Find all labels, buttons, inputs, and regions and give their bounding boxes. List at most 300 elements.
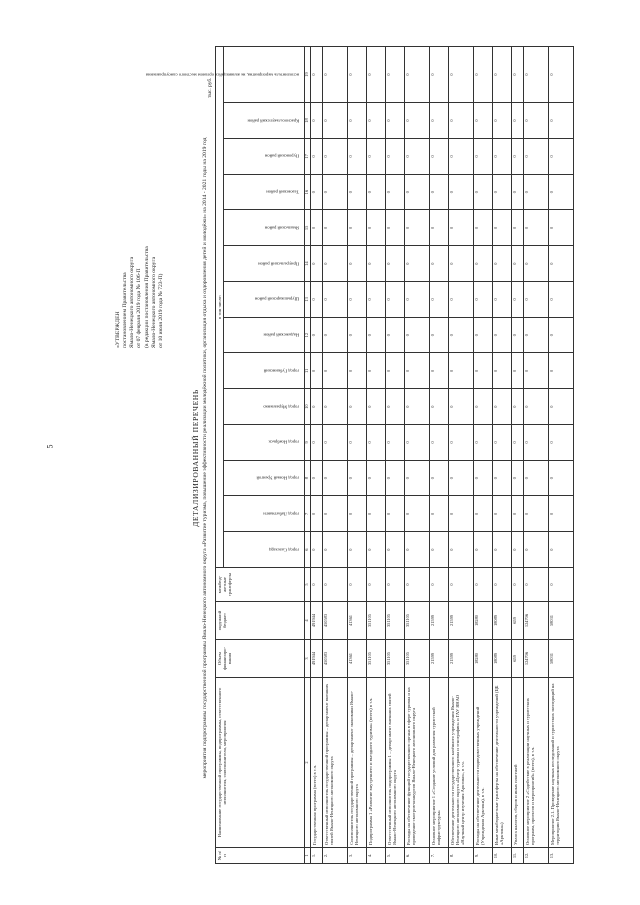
row-area-value: 0 [474,139,493,175]
header-area-label: Надымский район [263,332,300,338]
row-area-value: 0 [311,282,323,318]
row-area-value: 0 [405,174,430,210]
row-area-value: 0 [449,103,474,139]
row-area-value: 0 [549,282,574,318]
table-row [430,47,449,864]
row-area-value: 0 [524,353,549,389]
row-area-value: 0 [493,246,512,282]
row-area-value: 0 [493,282,512,318]
row-federal: 0 [474,568,493,602]
approval-block [115,178,165,348]
row-area-value: 0 [512,47,524,103]
row-area-value: 0 [474,317,493,353]
row-area-value: 0 [524,317,549,353]
header-area-label: Ямальский район [264,225,300,231]
column-index: 12 [305,317,311,353]
row-area-value: 0 [430,210,449,246]
row-federal: 0 [386,568,405,602]
row-total: 124706 [524,640,549,678]
row-area-value: 0 [430,532,449,568]
row-area-value: 0 [449,460,474,496]
document-sheet [75,38,595,868]
row-area-value: 0 [323,174,348,210]
row-number: 8. [449,848,474,864]
row-number: 7. [430,848,449,864]
row-area-value: 0 [449,139,474,175]
row-area-value: 0 [449,496,474,532]
row-area-value: 0 [449,353,474,389]
header-area [224,317,305,353]
row-area-value: 0 [311,103,323,139]
row-number: 2. [323,848,348,864]
row-area-value: 0 [449,389,474,425]
row-total: 351105 [367,640,386,678]
header-area [224,460,305,496]
row-area-value: 0 [549,460,574,496]
row-area-value: 0 [348,210,367,246]
row-area-value: 0 [323,389,348,425]
row-total: 491944 [311,640,323,678]
row-area-value: 0 [323,532,348,568]
column-index: 19 [305,47,311,103]
header-area [224,139,305,175]
row-number: 9. [474,848,493,864]
row-area-value: 0 [449,174,474,210]
row-area-value: 0 [474,47,493,103]
row-area-value: 0 [405,282,430,318]
header-area-label: Красноселькупский район [247,118,300,124]
row-area-value: 0 [430,496,449,532]
row-name: Ответственный исполнитель подпрограммы 1 – департамент внешних связей Ямало-Ненецкого автономного округа [386,678,405,848]
row-area-value: 0 [367,210,386,246]
column-index: 16 [305,174,311,210]
row-area-value: 0 [367,496,386,532]
row-district: 351105 [405,602,430,640]
column-index: 17 [305,139,311,175]
row-area-value: 0 [430,389,449,425]
row-district: 18089 [493,602,512,640]
row-area-value: 0 [386,389,405,425]
row-area-value: 0 [323,103,348,139]
unit-label: тыс. руб. [207,77,213,98]
header-num: № п/п [216,848,305,864]
row-area-value: 0 [430,425,449,461]
row-area-value: 0 [323,353,348,389]
row-area-value: 0 [524,282,549,318]
row-area-value: 0 [524,210,549,246]
row-area-value: 0 [512,460,524,496]
row-area-value: 0 [405,496,430,532]
row-area-value: 0 [549,353,574,389]
row-area-value: 0 [405,210,430,246]
row-area-value: 0 [386,210,405,246]
row-area-value: 0 [474,389,493,425]
header-area-label: Пуровский район [264,153,300,159]
row-total: 659 [512,640,524,678]
column-index: 2 [305,678,311,848]
row-area-value: 0 [512,353,524,389]
row-total: 450583 [323,640,348,678]
column-index: 1 [305,848,311,864]
row-area-value: 0 [311,210,323,246]
row-name: Иные межбюджетные трансферты на обеспечение деятельности учреждений (ЦБ «Арктика») [493,678,512,848]
page-number: 5 [45,444,55,449]
header-area-label: город Новый Уренгой [256,475,300,481]
row-area-value: 0 [549,496,574,532]
row-district: 351105 [386,602,405,640]
row-name: Расходы на обеспечение деятельности подведомственных учреждений (Учреждения Арктики), в т.ч. [474,678,493,848]
header-area-label: Тазовский район [266,189,300,195]
row-area-value: 0 [430,139,449,175]
header-area [224,210,305,246]
row-area-value: 0 [549,103,574,139]
row-area-value: 0 [405,389,430,425]
row-federal: 0 [430,568,449,602]
table-row [311,47,323,864]
row-area-value: 0 [386,282,405,318]
row-area-value: 0 [348,246,367,282]
row-total: 21599 [449,640,474,678]
header-area-label: город Лабытнанги [263,511,300,517]
row-area-value: 0 [311,353,323,389]
row-area-value: 0 [323,47,348,103]
row-area-value: 0 [348,425,367,461]
row-area-value: 0 [405,353,430,389]
row-area-value: 0 [524,174,549,210]
row-area-value: 0 [430,103,449,139]
row-district: 659 [512,602,524,640]
approval-line: от 10 июля 2019 года № 723-П) [157,273,164,348]
row-area-value: 0 [512,496,524,532]
row-area-value: 0 [493,47,512,103]
row-area-value: 0 [474,425,493,461]
table-row [493,47,512,864]
row-name: Государственная программа (всего) в т.ч. [311,678,323,848]
row-name: Соисполнитель государственной программы – департамент экономики Ямало-Ненецкого автономного округа [348,678,367,848]
row-area-value: 0 [524,532,549,568]
row-area-value: 0 [311,317,323,353]
row-total: 58031 [549,640,574,678]
row-area-value: 0 [449,282,474,318]
row-district: 21599 [430,602,449,640]
row-area-value: 0 [367,425,386,461]
header-area-label: город Муравленко [263,404,300,410]
row-area-value: 0 [549,47,574,103]
row-federal: 0 [405,568,430,602]
row-area-value: 0 [449,317,474,353]
row-area-value: 0 [367,103,386,139]
row-district: 450583 [323,602,348,640]
table-row [386,47,405,864]
row-area-value: 0 [323,317,348,353]
header-area [224,496,305,532]
row-area-value: 0 [524,246,549,282]
row-area-value: 0 [386,317,405,353]
row-area-value: 0 [474,282,493,318]
row-area-value: 0 [512,389,524,425]
row-area-value: 0 [474,496,493,532]
row-number: 4. [367,848,386,864]
row-area-value: 0 [474,103,493,139]
row-area-value: 0 [386,103,405,139]
row-area-value: 0 [311,425,323,461]
table-row [367,47,386,864]
row-area-value: 0 [323,139,348,175]
row-area-value: 0 [386,353,405,389]
row-area-value: 0 [474,246,493,282]
row-district: 124706 [524,602,549,640]
document-subtitle: мероприятия подпрограммы государственной программы Ямало-Ненецкого автономного округа «Развитие туризма, повышение эффективности реализации молодёжной политики, организация отдыха и оздоровления детей и молодёжи» на 2014 - 2021 годы на 2019 год [202,137,208,779]
row-area-value: 0 [405,246,430,282]
row-area-value: 0 [367,139,386,175]
table-row [348,47,367,864]
row-federal: 0 [323,568,348,602]
header-area [224,103,305,139]
row-area-value: 0 [348,139,367,175]
header-area-label: город Салехард [268,547,300,553]
row-area-value: 0 [524,139,549,175]
row-area-value: 0 [449,47,474,103]
column-index: 11 [305,353,311,389]
row-area-value: 0 [430,460,449,496]
approval-line: постановлением Правительства [122,272,129,348]
row-area-value: 0 [524,496,549,532]
row-area-value: 0 [512,210,524,246]
row-area-value: 0 [323,425,348,461]
row-area-value: 0 [386,496,405,532]
row-area-value: 0 [474,532,493,568]
column-index: 15 [305,210,311,246]
row-federal: 0 [524,568,549,602]
approval-line: Ямало-Ненецкого автономного округа [129,256,136,348]
row-area-value: 0 [549,317,574,353]
row-area-value: 0 [386,425,405,461]
row-name: Обеспечение деятельности государственного казённого учреждения Ямало-Ненецкого автономного округа «Центр туризма и этнографии» и ГАУ ЯНАО «Научный центр изучения Арктики», в т.ч. [449,678,474,848]
row-area-value: 0 [386,460,405,496]
header-area [224,532,305,568]
row-federal: 0 [311,568,323,602]
row-area-value: 0 [524,103,549,139]
header-area-label: Приуральский район [258,261,300,267]
row-area-value: 0 [512,103,524,139]
row-area-value: 0 [493,532,512,568]
row-area-value: 0 [512,425,524,461]
row-area-value: 0 [367,282,386,318]
row-federal: 0 [512,568,524,602]
header-area-label: Шурышкарский район [254,296,300,302]
row-area-value: 0 [493,425,512,461]
row-area-value: 0 [524,460,549,496]
row-area-value: 0 [386,246,405,282]
header-in-that: в том числе: [216,47,224,568]
row-name: Ответственный исполнитель государственной программы – департамент внешних связей Ямало-Ненецкого автономного округа [323,678,348,848]
approval-line: от 07 февраля 2019 года № 106-П [136,268,143,348]
table-row [549,47,574,864]
row-area-value: 0 [430,317,449,353]
header-area [224,353,305,389]
row-area-value: 0 [405,425,430,461]
row-area-value: 0 [311,246,323,282]
row-area-value: 0 [405,317,430,353]
row-area-value: 0 [348,496,367,532]
row-area-value: 0 [474,174,493,210]
row-area-value: 0 [311,139,323,175]
row-area-value: 0 [348,389,367,425]
row-area-value: 0 [386,47,405,103]
row-federal: 0 [493,568,512,602]
row-name: Подпрограмма 1 «Развитие внутреннего и въездного туризма» (всего) в т.ч. [367,678,386,848]
row-area-value: 0 [348,103,367,139]
row-district: 18280 [474,602,493,640]
row-area-value: 0 [367,246,386,282]
row-area-value: 0 [430,174,449,210]
row-area-value: 0 [512,317,524,353]
column-index: 13 [305,282,311,318]
header-row-1 [216,47,224,864]
row-area-value: 0 [367,460,386,496]
row-area-value: 0 [474,210,493,246]
row-area-value: 0 [386,174,405,210]
header-area [224,389,305,425]
row-number: 10. [493,848,512,864]
row-total: 351105 [386,640,405,678]
row-area-value: 0 [367,47,386,103]
table-row [524,47,549,864]
row-total: 18280 [474,640,493,678]
header-area [224,282,305,318]
row-district: 41361 [348,602,367,640]
row-area-value: 0 [512,532,524,568]
row-number: 13. [549,848,574,864]
row-area-value: 0 [405,47,430,103]
header-area-label: город Губкинский [263,368,300,374]
row-area-value: 0 [430,47,449,103]
row-area-value: 0 [323,282,348,318]
row-area-value: 0 [367,317,386,353]
column-index: 10 [305,389,311,425]
row-area-value: 0 [367,532,386,568]
column-index: 5 [305,568,311,602]
row-number: 3. [348,848,367,864]
row-area-value: 0 [512,174,524,210]
row-area-value: 0 [311,532,323,568]
row-area-value: 0 [348,282,367,318]
document-heading [191,108,208,808]
row-area-value: 0 [512,139,524,175]
row-area-value: 0 [323,496,348,532]
header-area [224,425,305,461]
row-federal: 0 [449,568,474,602]
row-area-value: 0 [449,532,474,568]
row-area-value: 0 [323,460,348,496]
row-district: 351105 [367,602,386,640]
row-area-value: 0 [348,353,367,389]
row-area-value: 0 [512,282,524,318]
row-area-value: 0 [549,246,574,282]
row-area-value: 0 [549,425,574,461]
row-area-value: 0 [493,460,512,496]
column-index: 3 [305,640,311,678]
header-area-label: исполнитель мероприятия, не являющийся органом местного самоуправления [145,72,300,78]
row-area-value: 0 [474,460,493,496]
column-index: 7 [305,496,311,532]
row-name: Основное мероприятие 2 «Содействие в реализации научных и туристских программ, проектов и мероприятий» (всего), в т.ч. [524,678,549,848]
table-row [405,47,430,864]
row-area-value: 0 [367,389,386,425]
row-area-value: 0 [449,210,474,246]
row-name: Основное мероприятие 1 «Создание условий для развития туристской инфраструктуры» [430,678,449,848]
row-district: 21599 [449,602,474,640]
row-total: 21599 [430,640,449,678]
row-area-value: 0 [323,210,348,246]
row-area-value: 0 [493,353,512,389]
row-area-value: 0 [386,139,405,175]
row-name: Расходы на обеспечение функций государственного органа в сфере туризма и на проведение смотров-конкурсов Ямало-Ненецкого автономного округа [405,678,430,848]
column-index: 8 [305,460,311,496]
column-index: 6 [305,532,311,568]
row-area-value: 0 [493,103,512,139]
row-area-value: 0 [493,210,512,246]
table-row [512,47,524,864]
document-title: ДЕТАЛИЗИРОВАННЫЙ ПЕРЕЧЕНЬ [191,389,200,527]
row-total: 351105 [405,640,430,678]
row-federal: 0 [367,568,386,602]
row-area-value: 0 [493,139,512,175]
row-area-value: 0 [449,246,474,282]
row-number: 5. [386,848,405,864]
column-index: 9 [305,425,311,461]
row-area-value: 0 [549,532,574,568]
row-number: 1. [311,848,323,864]
column-index: 4 [305,602,311,640]
row-area-value: 0 [493,389,512,425]
row-number: 12. [524,848,549,864]
row-area-value: 0 [512,246,524,282]
approval-line: «УТВЕРЖДЕН [115,311,121,348]
row-name: Мероприятие 2.1. Проведение научных исследований и туристских экспедиций на территории Ямало-Ненецкого автономного округа [549,678,574,848]
header-total: Объем финансиро-вания [216,640,305,678]
row-area-value: 0 [323,246,348,282]
header-district: окружной бюджет [216,602,305,640]
row-area-value: 0 [367,174,386,210]
row-area-value: 0 [549,389,574,425]
row-federal: 0 [348,568,367,602]
row-area-value: 0 [549,139,574,175]
row-number: 6. [405,848,430,864]
row-area-value: 0 [311,389,323,425]
column-index: 14 [305,246,311,282]
approval-line: (в редакции постановления Правительства [143,246,150,348]
row-federal: 0 [549,568,574,602]
header-name: Наименование государственной программы, подпрограммы, ответственного исполнителя, соисполнителя, мероприятия [216,678,305,848]
row-area-value: 0 [524,47,549,103]
row-area-value: 0 [348,174,367,210]
table-row [474,47,493,864]
row-area-value: 0 [524,389,549,425]
row-area-value: 0 [386,532,405,568]
header-area-label: город Ноябрьск [268,439,300,445]
row-area-value: 0 [430,282,449,318]
header-area [224,246,305,282]
row-area-value: 0 [449,425,474,461]
row-district: 58031 [549,602,574,640]
row-area-value: 0 [348,460,367,496]
row-area-value: 0 [549,210,574,246]
row-area-value: 0 [493,174,512,210]
row-area-value: 0 [367,353,386,389]
row-area-value: 0 [405,139,430,175]
row-area-value: 0 [430,353,449,389]
